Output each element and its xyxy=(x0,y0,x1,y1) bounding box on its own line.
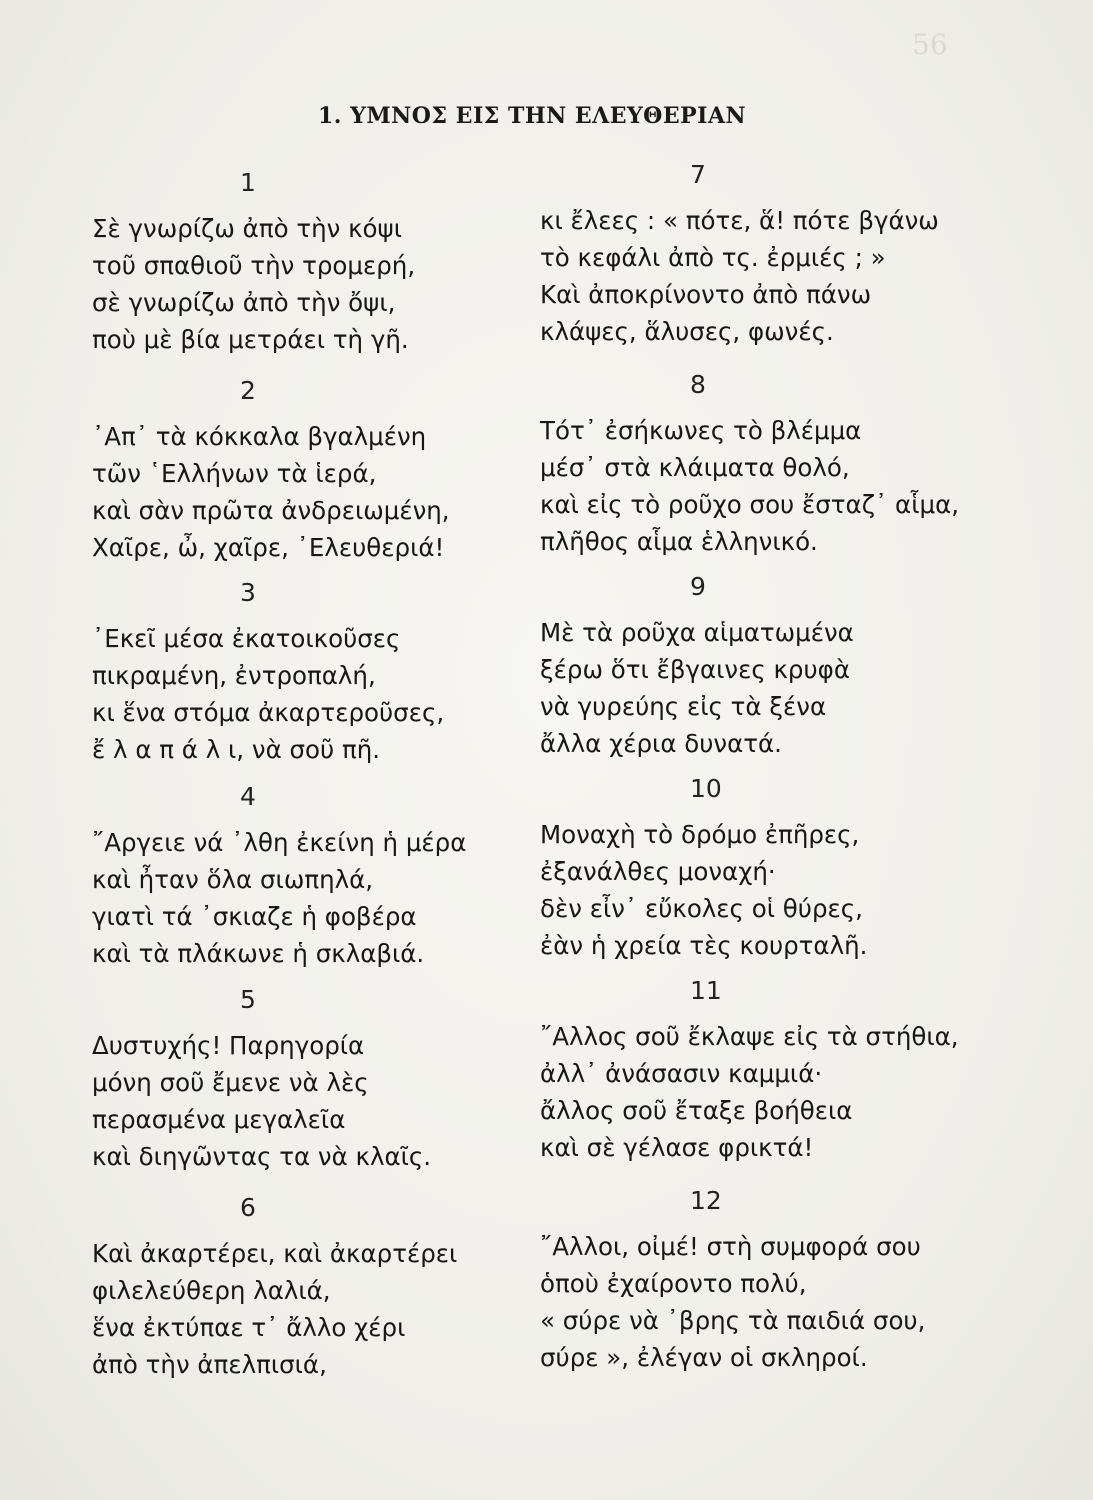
stanza-number: 11 xyxy=(690,976,722,1005)
verse-line: κι ἕνα στόμα ἀκαρτεροῦσες, xyxy=(92,698,445,727)
stanza-number: 4 xyxy=(240,782,256,811)
stanza-number: 12 xyxy=(690,1186,722,1215)
verse-line: καὶ σὰν πρῶτα ἀνδρειωμένη, xyxy=(92,496,450,525)
verse-line: ῎Αλλοι, οἰμέ! στὴ συμφορά σου xyxy=(540,1232,921,1261)
verse-line: Μοναχὴ τὸ δρόμο ἐπῆρες, xyxy=(540,820,860,849)
verse-line: ῎Αλλος σοῦ ἔκλαψε εἰς τὰ στήθια, xyxy=(540,1022,959,1051)
verse-line: νὰ γυρεύης εἰς τὰ ξένα xyxy=(540,692,827,721)
verse-line: καὶ σὲ γέλασε φρικτά! xyxy=(540,1133,814,1162)
verse-line: κλάψες, ἅλυσες, φωνές. xyxy=(540,317,834,346)
verse-line: τὸ κεφάλι ἀπὸ τς. ἐρμιές ; » xyxy=(540,243,886,272)
verse-line: ἕνα ἐκτύπαε τ᾿ ἄλλο χέρι xyxy=(92,1313,406,1342)
verse-line: ἐξανάλθες μοναχή· xyxy=(540,857,776,886)
verse-line: ἔ λ α π ά λ ι, νὰ σοῦ πῆ. xyxy=(92,735,381,764)
stanza-8 xyxy=(540,370,980,560)
verse-line: Σὲ γνωρίζω ἀπὸ τὴν κόψι xyxy=(92,214,402,243)
verse-line: ᾿Απ᾿ τὰ κόκκαλα βγαλμένη xyxy=(92,422,427,451)
stanza-3 xyxy=(92,578,532,768)
verse-line: Χαῖρε, ὦ, χαῖρε, ᾿Ελευθεριά! xyxy=(92,533,445,562)
verse-line: καὶ εἰς τὸ ροῦχο σου ἔσταζ᾿ αἷμα, xyxy=(540,490,960,519)
stanza-4 xyxy=(92,782,532,972)
verse-line: ξέρω ὅτι ἔβγαινες κρυφὰ xyxy=(540,655,850,684)
stanza-number: 7 xyxy=(690,160,706,189)
verse-line: καὶ τὰ πλάκωνε ἡ σκλαβιά. xyxy=(92,939,425,968)
verse-line: γιατὶ τά ᾿σκιαζε ἡ φοβέρα xyxy=(92,902,417,931)
stanza-number: 9 xyxy=(690,572,706,601)
verse-line: Καὶ ἀκαρτέρει, καὶ ἀκαρτέρει xyxy=(92,1239,458,1268)
stanza-12 xyxy=(540,1186,980,1376)
verse-line: περασμένα μεγαλεῖα xyxy=(92,1105,346,1134)
stanza-9 xyxy=(540,572,980,762)
stanza-10 xyxy=(540,774,980,964)
verse-line: ἀλλ᾿ ἀνάσασιν καμμιά· xyxy=(540,1059,823,1088)
verse-line: μόνη σοῦ ἔμενε νὰ λὲς xyxy=(92,1068,369,1097)
verse-line: δὲν εἶν᾿ εὔκολες οἱ θύρες, xyxy=(540,894,863,923)
verse-line: κι ἔλεες : « πότε, ἅ! πότε βγάνω xyxy=(540,206,939,235)
stanza-number: 3 xyxy=(240,578,256,607)
verse-line: Τότ᾿ ἐσήκωνες τὸ βλέμμα xyxy=(540,416,862,445)
verse-line: « σύρε νὰ ᾿βρης τὰ παιδιά σου, xyxy=(540,1306,926,1335)
verse-line: Καὶ ἀποκρίνοντο ἀπὸ πάνω xyxy=(540,280,872,309)
verse-line: φιλελεύθερη λαλιά, xyxy=(92,1276,331,1305)
verse-line: ἐὰν ἡ χρεία τὲς κουρταλῆ. xyxy=(540,931,868,960)
verse-line: ῎Αργειε νά ᾿λθη ἐκείνη ἡ μέρα xyxy=(92,828,467,857)
verse-line: πικραμένη, ἐντροπαλή, xyxy=(92,661,376,690)
verse-line: ἄλλος σοῦ ἔταξε βοήθεια xyxy=(540,1096,853,1125)
verse-line: ἀπὸ τὴν ἀπελπισιά, xyxy=(92,1350,327,1379)
stanza-number: 10 xyxy=(690,774,722,803)
verse-line: ποὺ μὲ βία μετράει τὴ γῆ. xyxy=(92,325,409,354)
verse-line: πλῆθος αἷμα ἑλληνικό. xyxy=(540,527,818,556)
verse-line: καὶ ἦταν ὅλα σιωπηλά, xyxy=(92,865,374,894)
stanza-1 xyxy=(92,168,532,358)
verse-line: ἄλλα χέρια δυνατά. xyxy=(540,729,782,758)
stanza-number: 8 xyxy=(690,370,706,399)
verse-line: Δυστυχής! Παρηγορία xyxy=(92,1031,365,1060)
stanza-5 xyxy=(92,985,532,1175)
stanza-number: 2 xyxy=(240,376,256,405)
stanza-11 xyxy=(540,976,980,1166)
stanza-number: 6 xyxy=(240,1193,256,1222)
verse-line: ᾿Εκεῖ μέσα ἐκατοικοῦσες xyxy=(92,624,401,653)
verse-line: σὲ γνωρίζω ἀπὸ τὴν ὄψι, xyxy=(92,288,396,317)
verse-line: Μὲ τὰ ροῦχα αἱματωμένα xyxy=(540,618,854,647)
verse-line: καὶ διηγῶντας τα νὰ κλαῖς. xyxy=(92,1142,432,1171)
poem-title: 1. ΥΜΝΟΣ ΕΙΣ ΤΗΝ ΕΛΕΥΘΕΡΙΑΝ xyxy=(318,103,747,129)
verse-line: μέσ᾿ στὰ κλάιματα θολό, xyxy=(540,453,850,482)
stanza-7 xyxy=(540,160,980,350)
stanza-2 xyxy=(92,376,532,566)
page-number: 56 xyxy=(912,28,948,61)
verse-line: τοῦ σπαθιοῦ τὴν τρομερή, xyxy=(92,251,416,280)
verse-line: σύρε », ἐλέγαν οἱ σκληροί. xyxy=(540,1343,868,1372)
stanza-number: 5 xyxy=(240,985,256,1014)
stanza-6 xyxy=(92,1193,532,1383)
verse-line: τῶν ῾Ελλήνων τὰ ἱερά, xyxy=(92,459,377,488)
verse-line: ὁποὺ ἐχαίροντο πολύ, xyxy=(540,1269,807,1298)
stanza-number: 1 xyxy=(240,168,256,197)
